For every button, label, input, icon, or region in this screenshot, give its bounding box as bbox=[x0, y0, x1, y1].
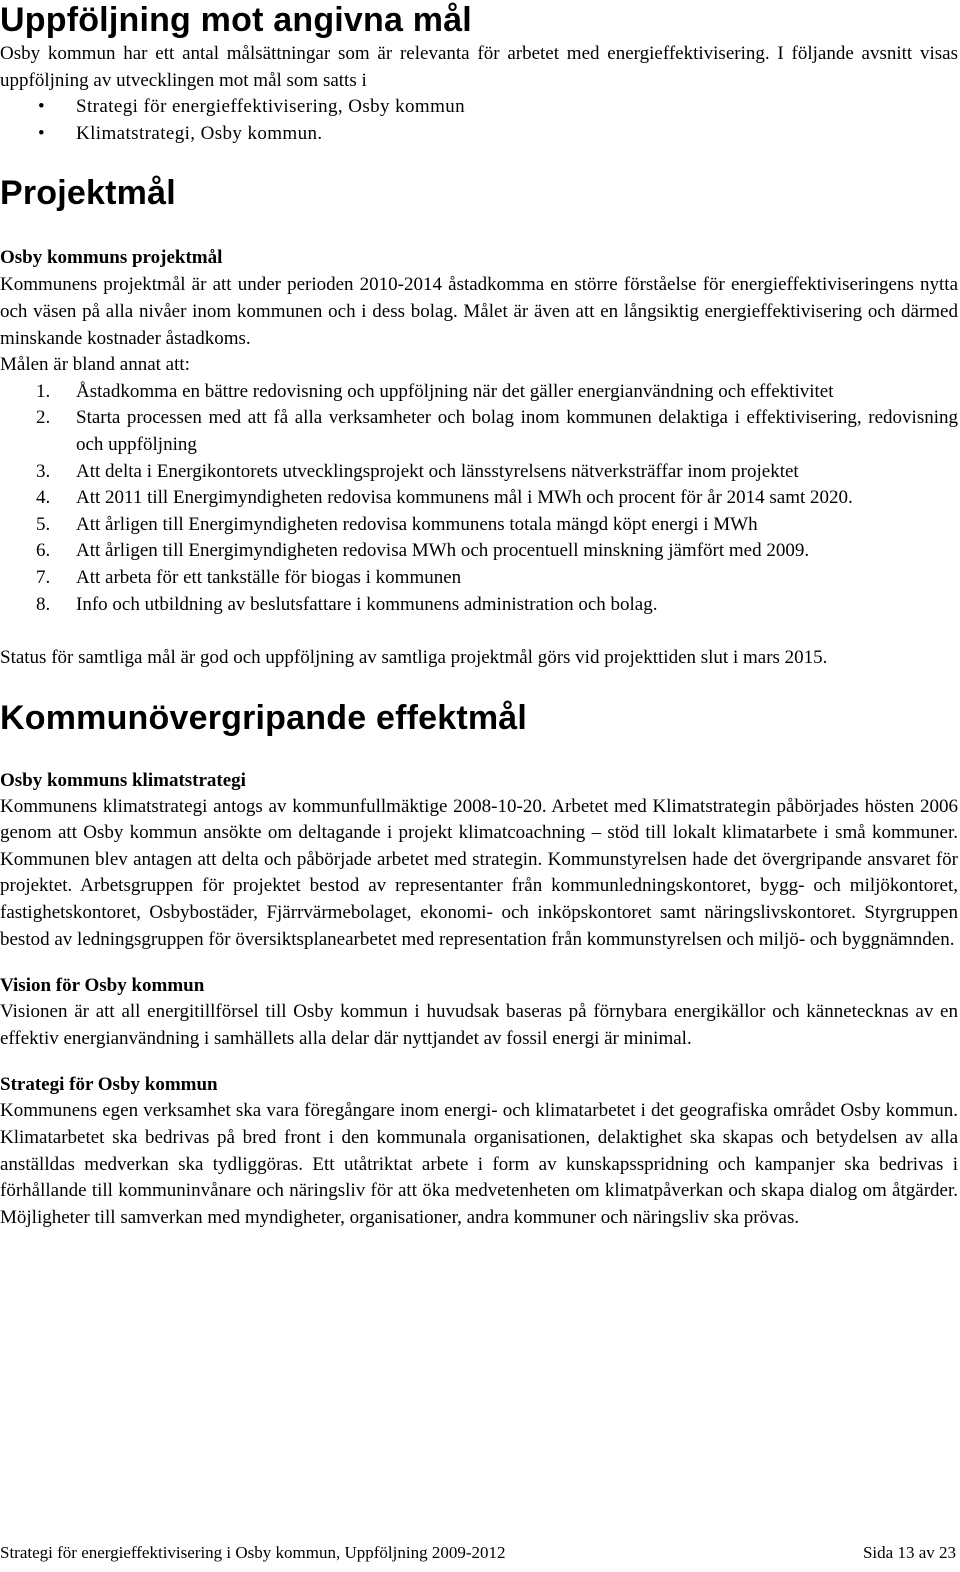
goal-item: 4. Att 2011 till Energimyndigheten redovisa kommunens mål i MWh och procent för år 2014 samt 2020. bbox=[36, 487, 853, 509]
goal-item: 1. Åstadkomma en bättre redovisning och uppföljning när det gäller energianvändning och effektivitet bbox=[36, 380, 834, 402]
bullet-item: • Klimatstrategi, Osby kommun. bbox=[0, 121, 958, 148]
subhead-vision: Vision för Osby kommun bbox=[0, 975, 205, 997]
strategy-bullet-list bbox=[0, 94, 958, 147]
footer-page-number: Sida 13 av 23 bbox=[862, 1543, 956, 1562]
bullet-dot-icon: • bbox=[38, 96, 46, 118]
status-paragraph: Status för samtliga mål är god och uppföljning av samtliga projektmål görs vid projekttiden slut i mars 2015. bbox=[0, 647, 828, 669]
intro-paragraph: Osby kommun har ett antal målsättningar som är relevanta för arbetet med energieffektivisering. I följande avsnitt visas uppföljning av utvecklingen mot mål som satts i bbox=[0, 43, 958, 91]
goal-item: 3. Att delta i Energikontorets utvecklingsprojekt och länsstyrelsens nätverksträffar inom projektet bbox=[36, 460, 799, 482]
subhead-klimatstrategi: Osby kommuns klimatstrategi bbox=[0, 769, 246, 791]
strategi-paragraph: Kommunens egen verksamhet ska vara föregångare inom energi- och klimatarbetet i det geografiska området Osby kommun. Klimatarbetet ska bedrivas på bred front i den kommunala organisationen, delaktighet ska skapas och betydelsen av alla anställdas medverkan ska tydliggöras. Ett utåtriktat arbete i form av kunskapsspridning och kampanjer ska bedrivas i förhållande till kommuninvånare och näringsliv för att öka medvetenheten om klimatpåverkan och skapa dialog om åtgärder. Möjligheter till samverkan med myndigheter, organisationer, andra kommuner och näringsliv ska prövas. bbox=[0, 1100, 958, 1228]
subhead-strategi: Strategi för Osby kommun bbox=[0, 1074, 218, 1096]
subhead-projektmal: Osby kommuns projektmål bbox=[0, 247, 223, 269]
bullet-dot-icon: • bbox=[38, 122, 46, 144]
vision-paragraph: Visionen är att all energitillförsel till Osby kommun i huvudsak baseras på förnybara energikällor och kännetecknas av en effektiv energianvändning i samhällets alla delar där nyttjandet av fossil energi är minimal. bbox=[0, 1001, 958, 1049]
bullet-item: • Strategi för energieffektivisering, Osby kommun bbox=[0, 94, 958, 121]
goal-item: 5. Att årligen till Energimyndigheten redovisa kommunens totala mängd köpt energi i MWh bbox=[36, 513, 758, 535]
projektmal-paragraph: Kommunens projektmål är att under perioden 2010-2014 åstadkomma en större förståelse för energieffektiviseringens nytta och väsen på alla nivåer inom kommunen och i dess bolag. Målet är även att en långsiktig energieffektivisering och därmed minskande kostnader åstadkoms. bbox=[0, 274, 958, 349]
section-title-projektmal: Projektmål bbox=[0, 174, 176, 213]
klimatstrategi-paragraph: Kommunens klimatstrategi antogs av kommunfullmäktige 2008-10-20. Arbetet med Klimatstrategin påbörjades hösten 2006 genom att Osby kommun ansökte om deltagande i projekt klimatcoachning – stöd till lokalt klimatarbete i små kommuner. Kommunen blev antagen att delta och påbörjade arbetet med strategin. Kommunstyrelsen hade det övergripande ansvaret för projektet. Arbetsgruppen för projektet bestod av representanter från kommunledningskontoret, bygg- och miljökontoret, fastighetskontoret, Osbybostäder, Fjärrvärmebolaget, ekonomi- och inköpskontoret samt näringslivskontoret. Styrgruppen bestod av ledningsgruppen för översiktsplanearbetet med representation från kommunstyrelsen och miljö- och byggnämnden. bbox=[0, 795, 958, 950]
goal-item: 8. Info och utbildning av beslutsfattare i kommunens administration och bolag. bbox=[36, 593, 658, 615]
goals-list bbox=[0, 379, 958, 618]
goal-item: 2. Starta processen med att få alla verksamheter och bolag inom kommunen delaktiga i effektivisering, redovisning och uppföljning bbox=[36, 407, 958, 455]
goal-item: 6. Att årligen till Energimyndigheten redovisa MWh och procentuell minskning jämfört med 2009. bbox=[36, 540, 810, 562]
section-title-kommunovergripande: Kommunövergripande effektmål bbox=[0, 698, 528, 737]
goal-item: 7. Att arbeta för ett tankställe för biogas i kommunen bbox=[36, 566, 462, 588]
section-title-uppfoljning: Uppföljning mot angivna mål bbox=[0, 1, 472, 39]
goals-intro: Målen är bland annat att: bbox=[0, 354, 190, 376]
footer-document-title: Strategi för energieffektivisering i Osby kommun, Uppföljning 2009-2012 bbox=[0, 1543, 506, 1562]
page-footer bbox=[0, 1542, 956, 1564]
